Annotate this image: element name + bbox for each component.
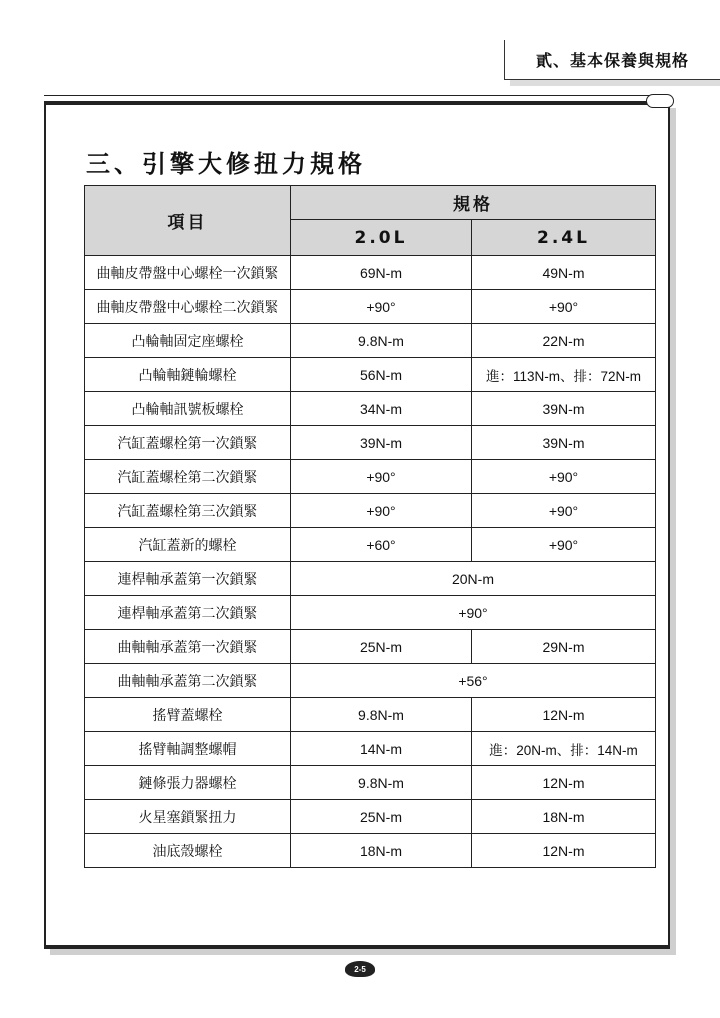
spec-value-cell-2-0l: 69N-m <box>291 256 472 290</box>
frame-shadow <box>670 108 676 955</box>
table-row <box>85 562 656 596</box>
table-row <box>85 392 656 426</box>
item-name-cell: 搖臂蓋螺栓 <box>85 698 291 732</box>
item-name-cell: 火星塞鎖緊扭力 <box>85 800 291 834</box>
item-name-cell: 鏈條張力器螺栓 <box>85 766 291 800</box>
table-row <box>85 664 656 698</box>
spec-value-cell-2-0l: 34N-m <box>291 392 472 426</box>
table-row <box>85 528 656 562</box>
spec-value-cell-merged: +90° <box>291 596 656 630</box>
spec-value-cell-2-4l: 12N-m <box>472 834 656 868</box>
spec-value-cell-2-0l: 25N-m <box>291 630 472 664</box>
item-column-header: 項目 <box>85 186 291 256</box>
table-row <box>85 834 656 868</box>
spec-value-cell-2-4l: 29N-m <box>472 630 656 664</box>
spec-value-cell-2-0l: 56N-m <box>291 358 472 392</box>
spec-value-cell-2-4l: 12N-m <box>472 766 656 800</box>
column-header-2-0l: 2.0L <box>291 220 472 256</box>
section-title: 三、引擎大修扭力規格 <box>86 150 366 178</box>
table-row <box>85 766 656 800</box>
torque-spec-table <box>84 185 656 868</box>
item-name-cell: 凸輪軸鏈輪螺栓 <box>85 358 291 392</box>
spec-value-cell-2-4l: +90° <box>472 494 656 528</box>
item-name-cell: 搖臂軸調整螺帽 <box>85 732 291 766</box>
spec-value-cell-2-4l: 12N-m <box>472 698 656 732</box>
spec-value-cell-2-4l: 18N-m <box>472 800 656 834</box>
spec-column-header: 規格 <box>291 186 656 220</box>
page-number: 2-5 <box>345 961 375 977</box>
spec-value-cell-2-4l: 22N-m <box>472 324 656 358</box>
table-row <box>85 698 656 732</box>
spec-value-cell-2-4l: +90° <box>472 460 656 494</box>
spec-value-cell-2-0l: +90° <box>291 460 472 494</box>
spec-value-cell-merged: +56° <box>291 664 656 698</box>
item-name-cell: 油底殼螺栓 <box>85 834 291 868</box>
table-row <box>85 256 656 290</box>
table-row <box>85 596 656 630</box>
table-row <box>85 800 656 834</box>
item-name-cell: 曲軸皮帶盤中心螺栓一次鎖緊 <box>85 256 291 290</box>
spec-value-cell-merged: 20N-m <box>291 562 656 596</box>
table-row <box>85 290 656 324</box>
item-name-cell: 汽缸蓋螺栓第二次鎖緊 <box>85 460 291 494</box>
spec-value-cell-2-4l: 進：20N-m、排：14N-m <box>472 732 656 766</box>
item-name-cell: 連桿軸承蓋第一次鎖緊 <box>85 562 291 596</box>
table-row <box>85 358 656 392</box>
header-shadow <box>510 80 720 86</box>
spec-value-cell-2-0l: 9.8N-m <box>291 698 472 732</box>
frame-shadow <box>50 949 676 955</box>
spec-value-cell-2-0l: +60° <box>291 528 472 562</box>
item-name-cell: 曲軸軸承蓋第一次鎖緊 <box>85 630 291 664</box>
spec-value-cell-2-0l: 9.8N-m <box>291 766 472 800</box>
item-name-cell: 連桿軸承蓋第二次鎖緊 <box>85 596 291 630</box>
spec-value-cell-2-4l: 39N-m <box>472 426 656 460</box>
table-row <box>85 630 656 664</box>
column-header-2-4l: 2.4L <box>472 220 656 256</box>
spec-value-cell-2-0l: +90° <box>291 290 472 324</box>
table-row <box>85 426 656 460</box>
spec-value-cell-2-4l: 39N-m <box>472 392 656 426</box>
spec-value-cell-2-0l: 18N-m <box>291 834 472 868</box>
spec-value-cell-2-4l: 49N-m <box>472 256 656 290</box>
footer-logo-icon <box>334 978 386 988</box>
spec-value-cell-2-4l: +90° <box>472 528 656 562</box>
item-name-cell: 凸輪軸訊號板螺栓 <box>85 392 291 426</box>
item-name-cell: 曲軸軸承蓋第二次鎖緊 <box>85 664 291 698</box>
brand-logo-icon <box>646 94 674 108</box>
table-row <box>85 732 656 766</box>
spec-value-cell-2-0l: 14N-m <box>291 732 472 766</box>
item-name-cell: 汽缸蓋螺栓第三次鎖緊 <box>85 494 291 528</box>
header-rule <box>44 95 670 96</box>
spec-value-cell-2-4l: +90° <box>472 290 656 324</box>
table-row <box>85 460 656 494</box>
item-name-cell: 汽缸蓋螺栓第一次鎖緊 <box>85 426 291 460</box>
spec-value-cell-2-0l: 9.8N-m <box>291 324 472 358</box>
table-row <box>85 324 656 358</box>
spec-value-cell-2-0l: +90° <box>291 494 472 528</box>
item-name-cell: 汽缸蓋新的螺栓 <box>85 528 291 562</box>
item-name-cell: 曲軸皮帶盤中心螺栓二次鎖緊 <box>85 290 291 324</box>
chapter-title: 貳、基本保養與規格 <box>504 40 720 80</box>
spec-value-cell-2-0l: 39N-m <box>291 426 472 460</box>
spec-value-cell-2-4l: 進：113N-m、排：72N-m <box>472 358 656 392</box>
spec-value-cell-2-0l: 25N-m <box>291 800 472 834</box>
item-name-cell: 凸輪軸固定座螺栓 <box>85 324 291 358</box>
table-row <box>85 494 656 528</box>
